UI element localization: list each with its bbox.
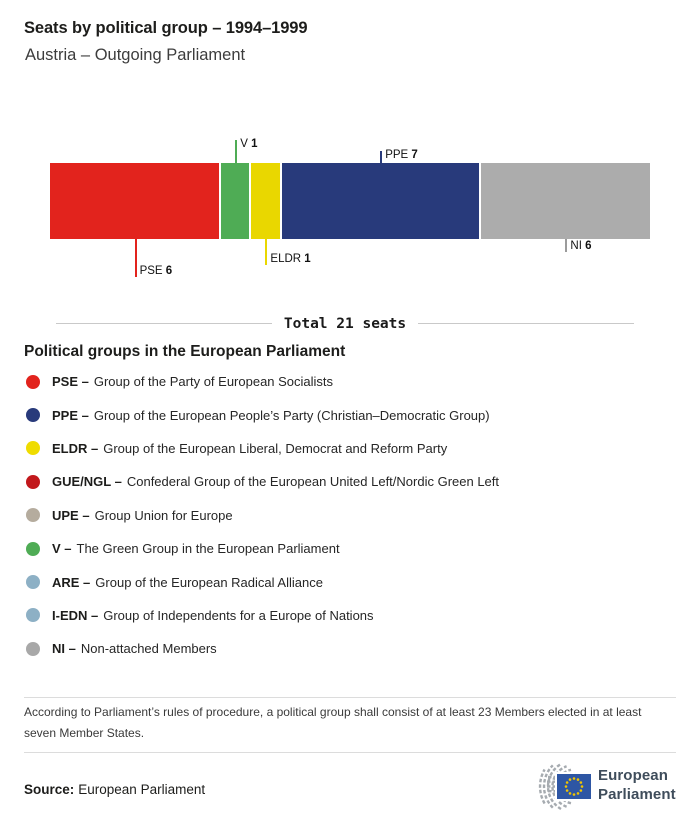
ep-logo-wordmark <box>598 766 676 804</box>
callout-label-NI: NI 6 <box>570 240 592 252</box>
legend-desc: The Green Group in the European Parliament <box>76 541 340 557</box>
ep-logo-hemicycle-icon <box>518 757 596 815</box>
bar-segment-ELDR[interactable] <box>251 163 279 239</box>
legend-abbr: PPE – <box>52 407 89 423</box>
page-title: Seats by political group – 1994–1999 <box>24 19 308 37</box>
bar-segment-V[interactable] <box>221 163 249 239</box>
ep-logo <box>518 757 596 818</box>
callout-label-ELDR: ELDR 1 <box>270 253 311 265</box>
source-line <box>24 782 205 797</box>
legend-swatch <box>26 441 40 455</box>
legend-swatch <box>26 408 40 422</box>
legend-desc: Group Union for Europe <box>94 507 233 523</box>
ep-logo-flag-icon <box>556 773 592 800</box>
callout-tick-V <box>235 140 237 163</box>
source-value: European Parliament <box>78 782 206 797</box>
ep-logo-word-2: Parliament <box>598 786 676 803</box>
bar-segment-PSE[interactable] <box>50 163 219 239</box>
legend-swatch <box>26 542 40 556</box>
divider-line-right <box>418 323 634 324</box>
legend-item <box>26 432 499 465</box>
legend-desc: Group of the Party of European Socialists <box>93 374 334 390</box>
footnote-divider-bottom <box>24 752 676 753</box>
stacked-bar <box>50 163 650 239</box>
legend-item <box>26 599 499 632</box>
callout-tick-PPE <box>380 151 382 163</box>
legend-item <box>26 632 499 665</box>
legend-desc: Non-attached Members <box>80 641 217 657</box>
callout-label-V: V 1 <box>240 138 258 150</box>
callout-label-PPE: PPE 7 <box>385 149 418 161</box>
legend-swatch <box>26 375 40 389</box>
legend-swatch <box>26 608 40 622</box>
legend-item <box>26 465 499 498</box>
page-subtitle: Austria – Outgoing Parliament <box>25 46 246 64</box>
legend-swatch <box>26 575 40 589</box>
legend-list <box>26 365 499 666</box>
legend-item <box>26 532 499 565</box>
legend-swatch <box>26 508 40 522</box>
legend-desc: Group of the European Liberal, Democrat and Reform Party <box>103 440 448 456</box>
legend-abbr: ELDR – <box>52 440 99 456</box>
bar-segment-PPE[interactable] <box>282 163 479 239</box>
callout-tick-ELDR <box>265 239 267 265</box>
legend-abbr: V – <box>52 541 72 557</box>
legend-desc: Group of the European People’s Party (Christian–Democratic Group) <box>93 407 490 423</box>
legend-desc: Group of Independents for a Europe of Nations <box>103 607 374 623</box>
legend-desc: Group of the European Radical Alliance <box>95 574 323 590</box>
legend-swatch <box>26 642 40 656</box>
callout-tick-PSE <box>135 239 137 277</box>
legend-item <box>26 398 499 431</box>
legend-abbr: I-EDN – <box>52 607 99 623</box>
legend-item <box>26 499 499 532</box>
legend-item <box>26 365 499 398</box>
legend-heading: Political groups in the European Parliament <box>24 343 346 360</box>
total-seats-divider <box>56 316 634 331</box>
ep-logo-word-1: European <box>598 767 668 784</box>
legend-desc: Confederal Group of the European United Left/Nordic Green Left <box>126 474 500 490</box>
legend-abbr: GUE/NGL – <box>52 474 122 490</box>
callout-tick-NI <box>565 239 567 252</box>
callout-label-PSE: PSE 6 <box>139 265 173 277</box>
legend-item <box>26 565 499 598</box>
legend-abbr: UPE – <box>52 507 90 523</box>
legend-abbr: NI – <box>52 641 76 657</box>
footnote-divider-top <box>24 697 676 698</box>
source-label: Source: <box>24 782 75 797</box>
legend-abbr: PSE – <box>52 374 89 390</box>
divider-line-left <box>56 323 272 324</box>
total-seats-label: Total 21 seats <box>283 315 407 332</box>
legend-swatch <box>26 475 40 489</box>
legend-abbr: ARE – <box>52 574 91 590</box>
footnote: According to Parliament’s rules of procedure, a political group shall consist of at least 23 Members elected in at least seven Member States. <box>24 705 642 740</box>
bar-segment-NI[interactable] <box>481 163 650 239</box>
